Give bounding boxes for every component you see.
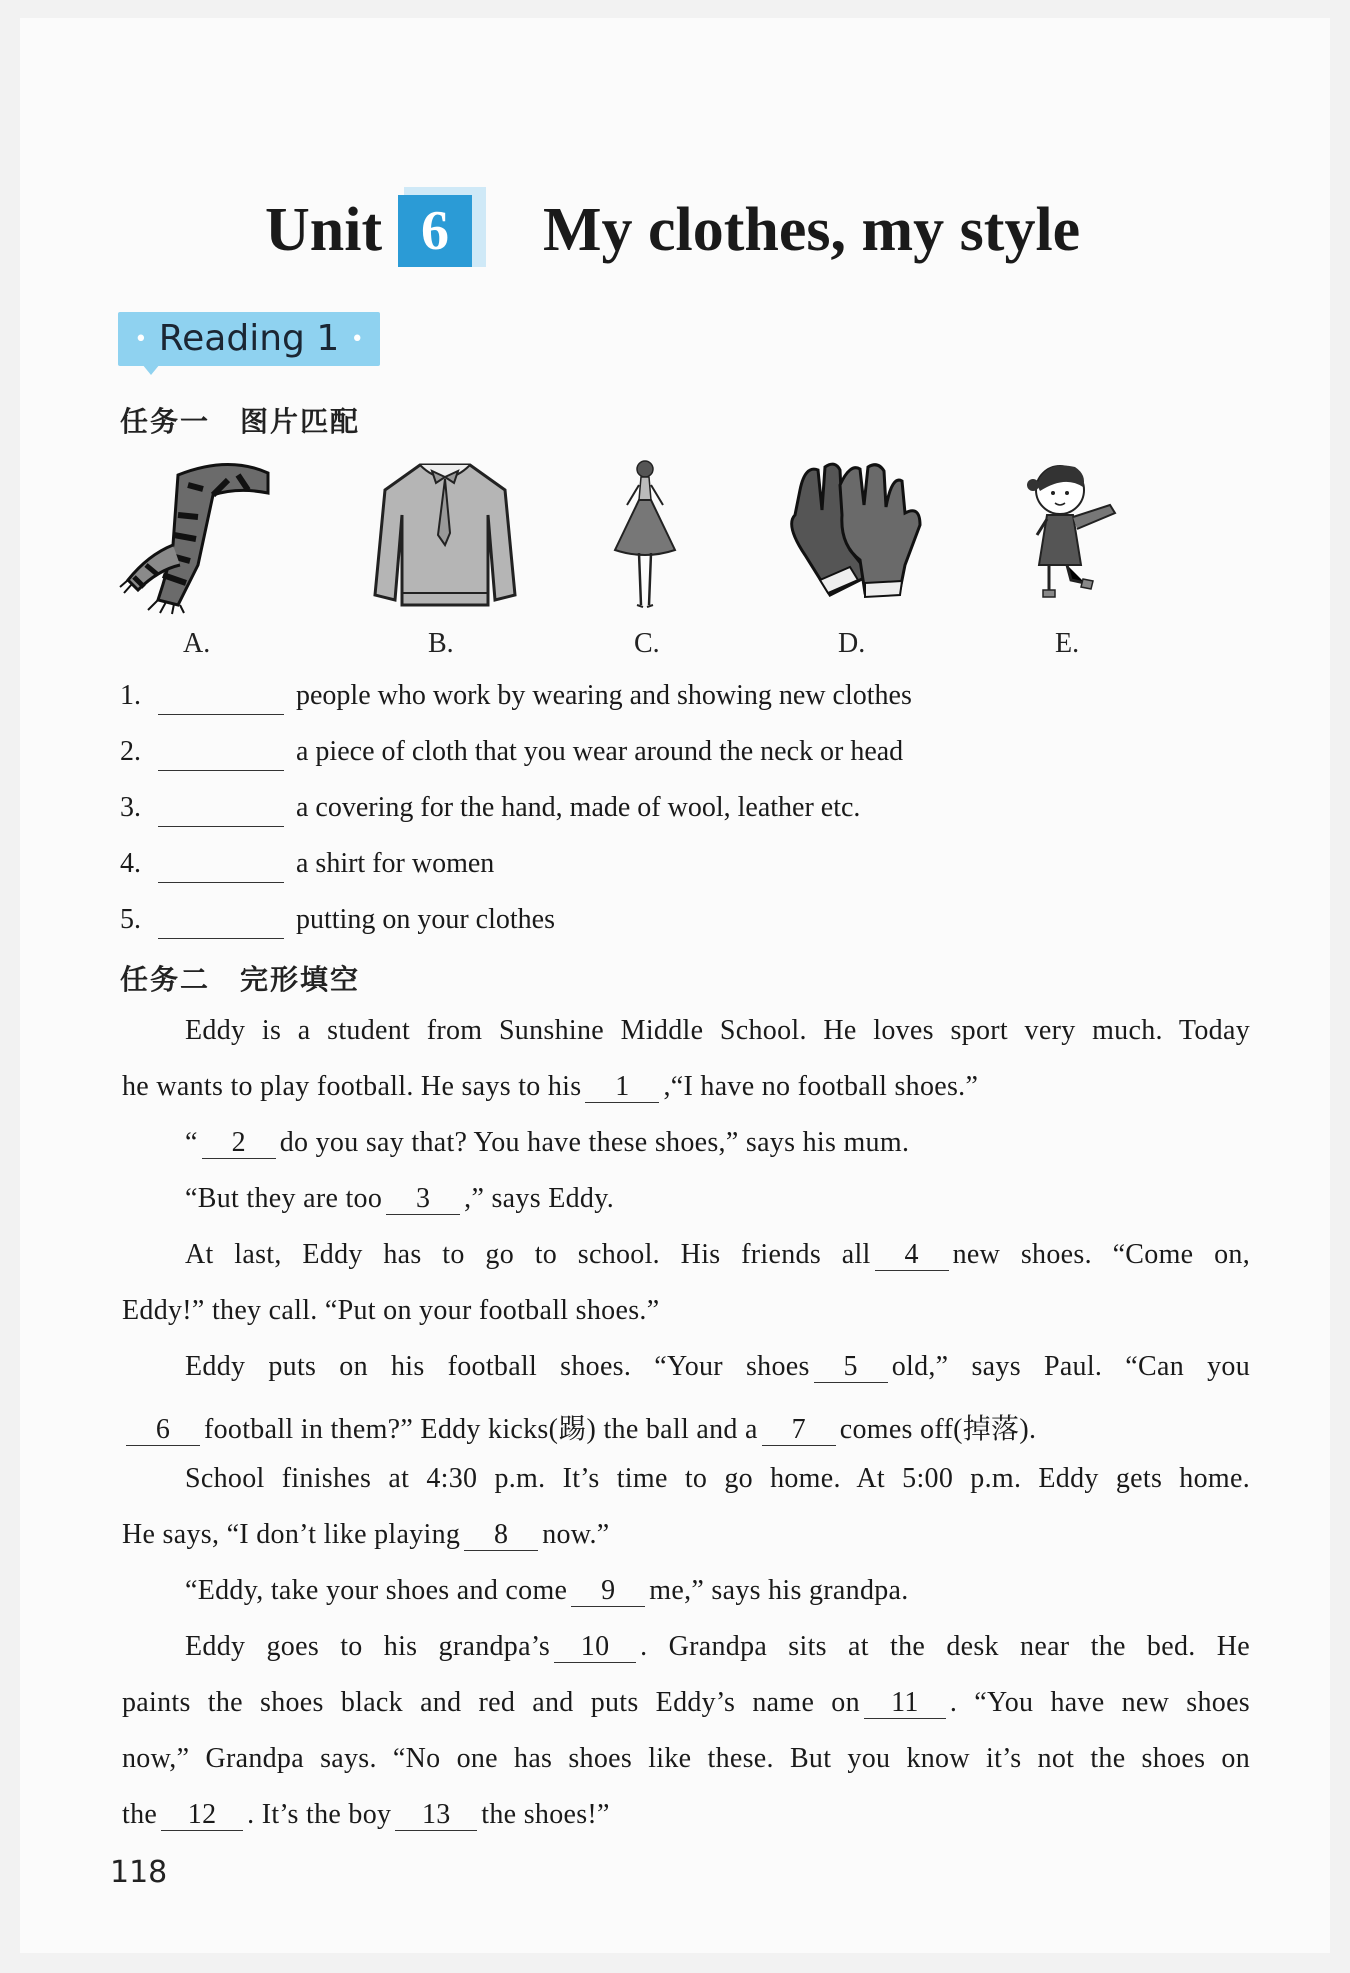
passage-line: [185, 1015, 1250, 1047]
passage-line: [122, 1295, 659, 1327]
passage-text: ,“I have no football shoes.”: [663, 1071, 979, 1102]
unit-title-row: [0, 195, 1350, 275]
answer-blank[interactable]: [158, 938, 284, 939]
section-badge: • Reading 1 •: [118, 312, 380, 366]
cloze-blank[interactable]: 3: [386, 1184, 460, 1215]
passage-text: . It’s the boy: [247, 1799, 392, 1830]
passage-text: new shoes. “Come on,: [952, 1239, 1250, 1270]
passage-text: Eddy is a student from Sunshine Middle School. He loves sport very much. Today: [185, 1015, 1250, 1046]
unit-word: Unit: [265, 196, 383, 264]
answer-blank[interactable]: [158, 826, 284, 827]
picture-label-b: B.: [428, 628, 454, 659]
passage-text: old,” says Paul. “Can you: [891, 1351, 1250, 1382]
passage-line: [122, 1519, 610, 1551]
picture-label-e: E.: [1055, 628, 1080, 659]
passage-text: ,” says Eddy.: [464, 1183, 614, 1214]
cloze-blank[interactable]: 8: [464, 1520, 538, 1551]
passage-text: . Grandpa sits at the desk near the bed. He: [640, 1631, 1250, 1662]
cloze-blank[interactable]: 9: [571, 1576, 645, 1607]
unit-title: My clothes, my style: [543, 196, 1081, 264]
passage-line: [122, 1407, 1036, 1447]
passage-line: [185, 1463, 1250, 1495]
cloze-blank[interactable]: 12: [161, 1800, 243, 1831]
passage-text: Eddy goes to his grandpa’s: [185, 1631, 551, 1662]
passage-line: [122, 1799, 610, 1831]
cloze-blank[interactable]: 11: [864, 1688, 946, 1719]
passage-text: now,” Grandpa says. “No one has shoes like these. But you know it’s not the shoes on: [122, 1743, 1250, 1774]
passage-line: [185, 1127, 909, 1159]
passage-line: [185, 1631, 1250, 1663]
badge-tail: [142, 364, 160, 375]
scarf-icon: [118, 455, 278, 615]
passage-text: School finishes at 4:30 p.m. It’s time to go home. At 5:00 p.m. Eddy gets home.: [185, 1463, 1250, 1494]
answer-blank[interactable]: [158, 882, 284, 883]
picture-label-d: D.: [838, 628, 866, 659]
cloze-blank[interactable]: 10: [554, 1632, 636, 1663]
cloze-blank[interactable]: 4: [875, 1240, 949, 1271]
passage-line: [185, 1183, 614, 1215]
answer-blank[interactable]: [158, 714, 284, 715]
passage-line: [185, 1239, 1250, 1271]
dressing-girl-icon: [1015, 455, 1125, 605]
passage-text: the: [122, 1799, 158, 1830]
picture-label-a: A.: [183, 628, 211, 659]
passage-text: “Eddy, take your shoes and come: [185, 1575, 568, 1606]
cloze-blank[interactable]: 6: [126, 1415, 200, 1446]
passage-line: [122, 1071, 978, 1103]
picture-label-c: C.: [634, 628, 660, 659]
task2-heading: 任务二 完形填空: [120, 963, 361, 996]
passage-text: Eddy!” they call. “Put on your football shoes.”: [122, 1295, 660, 1326]
passage-line: [122, 1687, 1250, 1719]
section-badge-label: Reading 1: [158, 318, 340, 359]
passage-text: he wants to play football. He says to his: [122, 1071, 582, 1102]
passage-line: [122, 1743, 1250, 1775]
passage-text: comes off(掉落).: [839, 1414, 1037, 1445]
gloves-icon: [780, 455, 930, 605]
cloze-blank[interactable]: 2: [202, 1128, 276, 1159]
blouse-icon: [370, 455, 520, 610]
cloze-blank[interactable]: 13: [395, 1800, 477, 1831]
passage-text: Eddy puts on his football shoes. “Your shoes: [185, 1351, 810, 1382]
cloze-blank[interactable]: 1: [585, 1072, 659, 1103]
answer-blank[interactable]: [158, 770, 284, 771]
page-number: 118: [110, 1855, 168, 1890]
model-icon: [605, 455, 685, 615]
unit-number: 6: [398, 195, 472, 267]
passage-text: now.”: [542, 1519, 610, 1550]
passage-line: [185, 1575, 909, 1607]
passage-text: the shoes!”: [481, 1799, 610, 1830]
passage-text: . “You have new shoes: [949, 1687, 1250, 1718]
cloze-blank[interactable]: 5: [814, 1352, 888, 1383]
passage-text: “: [185, 1127, 198, 1158]
cloze-blank[interactable]: 7: [762, 1415, 836, 1446]
passage-text: me,” says his grandpa.: [649, 1575, 909, 1606]
passage-line: [185, 1351, 1250, 1383]
passage-text: paints the shoes black and red and puts Eddy’s name on: [122, 1687, 860, 1718]
passage-text: He says, “I don’t like playing: [122, 1519, 461, 1550]
passage-text: “But they are too: [185, 1183, 383, 1214]
passage-text: do you say that? You have these shoes,” says his mum.: [279, 1127, 910, 1158]
task1-heading: 任务一 图片匹配: [120, 405, 361, 438]
passage-text: football in them?” Eddy kicks(踢) the ball and a: [204, 1414, 758, 1445]
passage-text: At last, Eddy has to go to school. His friends all: [185, 1239, 871, 1270]
